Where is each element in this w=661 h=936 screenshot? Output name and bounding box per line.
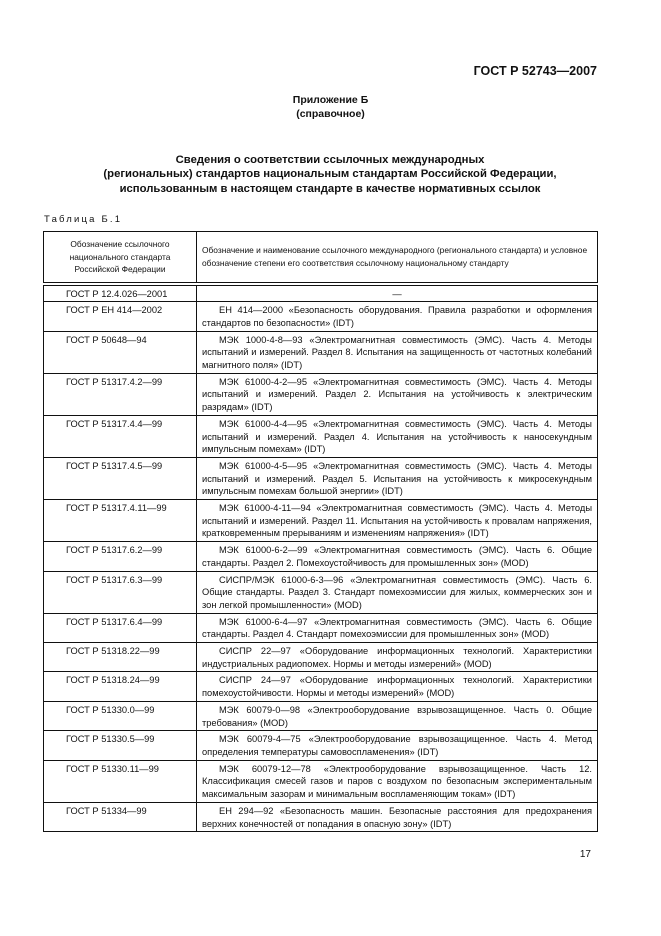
international-standard-cell: МЭК 61000-4-11—94 «Электромагнитная совместимость (ЭМС). Часть 4. Методы испытаний и измерений. Раздел 11. Испытания на устойчивость к провалам напряжения, кратковременным прерываниям и изменениям напряжения» (IDT): [197, 500, 598, 542]
table-row: [44, 643, 598, 672]
international-standard-cell: СИСПР/МЭК 61000-6-3—96 «Электромагнитная совместимость (ЭМС). Часть 6. Общие стандарты. Раздел 3. Стандарт помехоэмиссии для жилых, коммерческих зон и зон легкой промышленности» (MOD): [197, 571, 598, 613]
table-row: [44, 802, 598, 831]
international-standard-cell: МЭК 60079-12—78 «Электрооборудование взрывозащищенное. Часть 12. Классификация смесей газов и паров с воздухом по безопасным экспериментальным максимальным зазорам и минимальным воспламеняющим токам» (IDT): [197, 760, 598, 802]
table-row: [44, 457, 598, 499]
table-row: [44, 571, 598, 613]
international-standard-cell: МЭК 61000-4-5—95 «Электромагнитная совместимость (ЭМС). Часть 4. Методы испытаний и измерений. Раздел 5. Испытания на устойчивость к микросекундным импульсным помехам большой энергии» (IDT): [197, 457, 598, 499]
table-row: [44, 701, 598, 730]
national-standard-cell: ГОСТ Р 51317.4.4—99: [44, 415, 197, 457]
table-row: [44, 331, 598, 373]
national-standard-cell: ГОСТ Р 51317.6.2—99: [44, 542, 197, 571]
table-row: [44, 415, 598, 457]
international-standard-cell: ЕН 414—2000 «Безопасность оборудования. Правила разработки и оформления стандартов по безопасности» (IDT): [197, 302, 598, 331]
national-standard-cell: ГОСТ Р ЕН 414—2002: [44, 302, 197, 331]
international-standard-cell: ЕН 294—92 «Безопасность машин. Безопасные расстояния для предохранения верхних конечностей от попадания в опасную зону» (IDT): [197, 802, 598, 831]
table-row: [44, 542, 598, 571]
annex-label: Приложение Б: [292, 94, 369, 106]
international-standard-cell: МЭК 60079-0—98 «Электрооборудование взрывозащищенное. Часть 0. Общие требования» (MOD): [197, 701, 598, 730]
international-standard-cell: —: [197, 284, 598, 302]
national-standard-cell: ГОСТ Р 51330.0—99: [44, 701, 197, 730]
standards-table: [43, 231, 598, 832]
table-row: [44, 373, 598, 415]
column-header-international: Обозначение и наименование ссылочного международного (регионального стандарта) и условное обозначение степени его соответствия ссылочному национальному стандарту: [197, 232, 598, 284]
international-standard-cell: МЭК 61000-4-2—95 «Электромагнитная совместимость (ЭМС). Часть 4. Методы испытаний и измерений. Раздел 2. Испытания на устойчивость к электрическим разрядам» (IDT): [197, 373, 598, 415]
national-standard-cell: ГОСТ Р 51334—99: [44, 802, 197, 831]
title-line: Сведения о соответствии ссылочных международных: [175, 154, 485, 166]
international-standard-cell: МЭК 60079-4—75 «Электрооборудование взрывозащищенное. Часть 4. Метод определения температуры самовоспламенения» (IDT): [197, 731, 598, 760]
national-standard-cell: ГОСТ Р 50648—94: [44, 331, 197, 373]
table-row: [44, 760, 598, 802]
table-row: [44, 731, 598, 760]
national-standard-cell: ГОСТ Р 51318.22—99: [44, 643, 197, 672]
annex-type: (справочное): [296, 108, 365, 120]
national-standard-cell: ГОСТ Р 12.4.026—2001: [44, 284, 197, 302]
table-row: [44, 302, 598, 331]
national-standard-cell: ГОСТ Р 51317.4.11—99: [44, 500, 197, 542]
page-number: 17: [579, 849, 591, 860]
national-standard-cell: ГОСТ Р 51317.6.4—99: [44, 613, 197, 642]
national-standard-cell: ГОСТ Р 51318.24—99: [44, 672, 197, 701]
national-standard-cell: ГОСТ Р 51317.4.2—99: [44, 373, 197, 415]
international-standard-cell: МЭК 1000-4-8—93 «Электромагнитная совместимость (ЭМС). Часть 4. Методы испытаний и измерений. Раздел 8. Испытания на защищенность от частотных колебаний магнитного поля» (IDT): [197, 331, 598, 373]
international-standard-cell: МЭК 61000-6-2—99 «Электромагнитная совместимость (ЭМС). Часть 6. Общие стандарты. Раздел 2. Помехоустойчивость для промышленных зон» (MOD): [197, 542, 598, 571]
international-standard-cell: МЭК 61000-6-4—97 «Электромагнитная совместимость (ЭМС). Часть 6. Общие стандарты. Раздел 4. Стандарт помехоэмиссии для промышленных зон» (MOD): [197, 613, 598, 642]
section-title: [60, 153, 600, 196]
document-code: ГОСТ Р 52743—2007: [473, 64, 597, 78]
national-standard-cell: ГОСТ Р 51317.4.5—99: [44, 457, 197, 499]
national-standard-cell: ГОСТ Р 51330.5—99: [44, 731, 197, 760]
table-header-row: [44, 232, 598, 284]
column-header-national: Обозначение ссылочного национального стандарта Российской Федерации: [44, 232, 197, 284]
table-row: [44, 500, 598, 542]
title-line: использованным в настоящем стандарте в качестве нормативных ссылок: [119, 182, 541, 195]
international-standard-cell: СИСПР 24—97 «Оборудование информационных технологий. Характеристики помехоустойчивости. Нормы и методы измерений» (MOD): [197, 672, 598, 701]
national-standard-cell: ГОСТ Р 51330.11—99: [44, 760, 197, 802]
table-caption: Таблица Б.1: [44, 214, 123, 225]
title-line: (региональных) стандартов национальным стандартам Российской Федерации,: [103, 168, 557, 181]
table-row: [44, 613, 598, 642]
table-row: [44, 672, 598, 701]
international-standard-cell: МЭК 61000-4-4—95 «Электромагнитная совместимость (ЭМС). Часть 4. Методы испытаний и измерений. Раздел 4. Испытания на устойчивость к наносекундным импульсным помехам» (IDT): [197, 415, 598, 457]
table-row: [44, 284, 598, 302]
international-standard-cell: СИСПР 22—97 «Оборудование информационных технологий. Характеристики индустриальных радиопомех. Нормы и методы измерений» (MOD): [197, 643, 598, 672]
national-standard-cell: ГОСТ Р 51317.6.3—99: [44, 571, 197, 613]
